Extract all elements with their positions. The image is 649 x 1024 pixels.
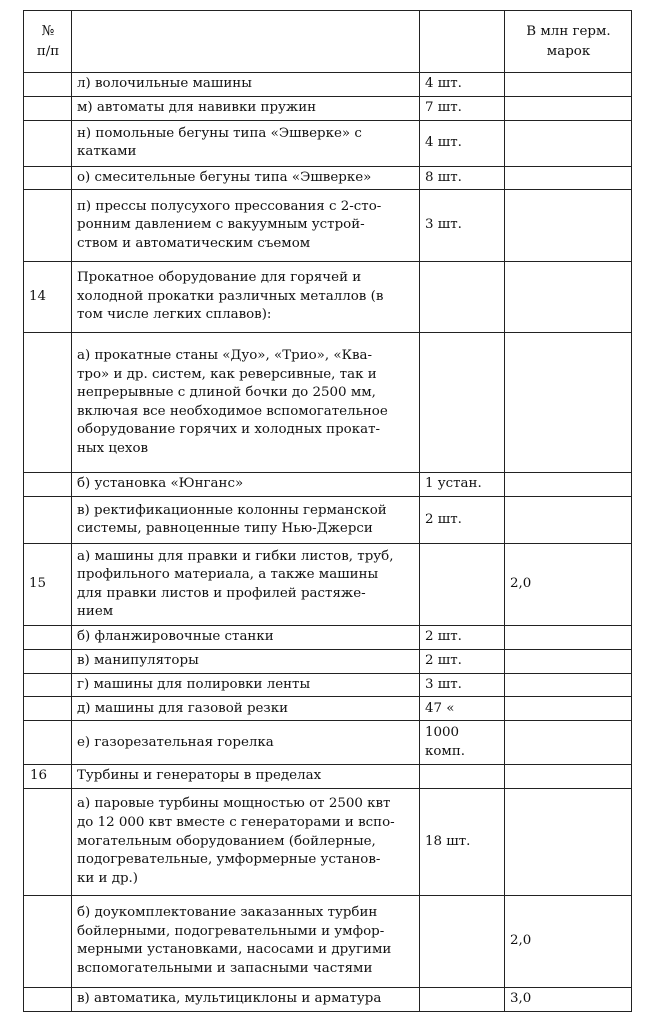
table-row [24, 895, 632, 987]
row-description-line: в) автоматика, мультициклоны и арматура [77, 990, 382, 1006]
table-row [24, 721, 632, 765]
row-number-cell [24, 96, 72, 120]
table-row [24, 788, 632, 895]
row-quantity-cell [420, 544, 505, 626]
row-description-cell [72, 673, 420, 697]
header-value-cell [505, 11, 632, 73]
row-quantity-cell [420, 626, 505, 650]
row-number-cell [24, 649, 72, 673]
row-number-cell [24, 697, 72, 721]
row-number-cell [24, 788, 72, 895]
header-row [24, 11, 632, 73]
row-description-cell [72, 262, 420, 333]
row-description-line: б) фланжировочные станки [77, 629, 274, 645]
table-row [24, 473, 632, 497]
row-number: 15 [29, 576, 47, 592]
row-quantity: 4 шт. [425, 76, 462, 91]
row-quantity-cell [420, 473, 505, 497]
row-description-cell [72, 626, 420, 650]
row-description-line: в) ректификационные колонны германской [77, 502, 387, 518]
row-value-cell [505, 544, 632, 626]
header-number-cell [24, 11, 72, 73]
row-quantity: 3 шт. [425, 217, 462, 233]
row-value-cell [505, 120, 632, 166]
row-number-cell [24, 721, 72, 765]
row-description-cell [72, 96, 420, 120]
row-number-cell [24, 120, 72, 166]
row-description-line: н) помольные бегуны типа «Эшверке» с [77, 125, 362, 141]
row-quantity-cell [420, 765, 505, 789]
table-row [24, 333, 632, 473]
table-row [24, 697, 632, 721]
row-description-cell [72, 473, 420, 497]
row-value-cell [505, 473, 632, 497]
row-quantity-cell [420, 96, 505, 120]
row-value-cell [505, 895, 632, 987]
row-value: 2,0 [510, 933, 532, 949]
header-number-line: № [41, 23, 55, 39]
row-description-cell [72, 697, 420, 721]
row-quantity: 2 шт. [425, 511, 462, 527]
row-number-cell [24, 673, 72, 697]
row-description-line: Турбины и генераторы в пределах [77, 768, 322, 784]
row-description-cell [72, 166, 420, 190]
row-description-line: непрерывные с длиной бочки до 2500 мм, [77, 385, 376, 401]
table-row [24, 649, 632, 673]
row-number-cell [24, 166, 72, 190]
row-description-line: б) установка «Юнганс» [77, 476, 244, 492]
row-description-line: профильного материала, а также машины [77, 567, 379, 583]
row-value-cell [505, 497, 632, 544]
row-value: 3,0 [510, 990, 532, 1006]
row-quantity: 7 шт. [425, 99, 462, 115]
row-quantity: 3 шт. [425, 676, 462, 692]
row-number-cell [24, 987, 72, 1011]
row-quantity-cell [420, 987, 505, 1011]
row-quantity: 1000 [425, 725, 460, 741]
row-description-line: системы, равноценные типу Нью-Джерси [77, 521, 373, 537]
row-description-line: в) манипуляторы [77, 652, 199, 668]
row-value-cell [505, 788, 632, 895]
row-description-line: ки и др.) [77, 870, 139, 886]
row-description-line: а) прокатные станы «Дуо», «Трио», «Ква- [77, 347, 372, 363]
row-description-cell [72, 544, 420, 626]
header-number-line: п/п [36, 43, 60, 59]
row-quantity: 8 шт. [425, 169, 462, 185]
row-description-cell [72, 987, 420, 1011]
row-value-cell [505, 73, 632, 97]
row-value-cell [505, 765, 632, 789]
row-quantity-cell [420, 788, 505, 895]
row-description-line: вспомогательными и запасными частями [77, 961, 373, 977]
row-description-cell [72, 120, 420, 166]
row-description-line: тро» и др. систем, как реверсивные, так и [77, 366, 377, 382]
row-number-cell [24, 497, 72, 544]
row-description-line: б) доукомплектование заказанных турбин [77, 905, 378, 921]
row-description-line: подогревательные, умформерные установ- [77, 852, 381, 868]
row-number: 16 [30, 768, 48, 784]
row-description-line: а) машины для правки и гибки листов, труб, [77, 548, 394, 564]
table-row [24, 544, 632, 626]
row-description-line: м) автоматы для навивки пружин [77, 99, 317, 115]
row-description-line: д) машины для газовой резки [77, 700, 289, 716]
row-description-line: а) паровые турбины мощностью от 2500 квт [77, 796, 391, 812]
row-description-line: п) прессы полусухого прессования с 2-сто- [77, 198, 382, 214]
row-value-cell [505, 190, 632, 262]
row-value-cell [505, 987, 632, 1011]
row-value-cell [505, 166, 632, 190]
row-value-cell [505, 673, 632, 697]
row-description-cell [72, 190, 420, 262]
table-row [24, 190, 632, 262]
row-description-cell [72, 333, 420, 473]
row-number-cell [24, 544, 72, 626]
row-description-cell [72, 73, 420, 97]
row-number-cell [24, 190, 72, 262]
row-description-line: для правки листов и профилей растяже- [77, 585, 366, 601]
row-value-cell [505, 96, 632, 120]
row-description-line: нием [77, 604, 114, 620]
row-description-line: до 12 000 квт вместе с генераторами и вспо- [77, 815, 395, 831]
row-description-line: ронним давлением с вакуумным устрой- [77, 217, 365, 233]
row-description-line: ством и автоматическим съемом [77, 235, 311, 251]
row-description-line: бойлерными, подогревательными и умфор- [77, 923, 385, 939]
row-description-line: г) машины для полировки ленты [77, 676, 311, 692]
row-quantity-cell [420, 333, 505, 473]
row-quantity: 1 устан. [425, 476, 482, 492]
table-row [24, 497, 632, 544]
table-row [24, 987, 632, 1011]
row-description-line: е) газорезательная горелка [77, 734, 274, 750]
row-number-cell [24, 895, 72, 987]
row-quantity-cell [420, 895, 505, 987]
row-quantity-cell [420, 649, 505, 673]
row-value-cell [505, 262, 632, 333]
row-description-cell [72, 788, 420, 895]
row-quantity: 47 « [425, 700, 455, 716]
row-value-cell [505, 626, 632, 650]
row-description-line: катками [77, 144, 137, 160]
row-description-cell [72, 721, 420, 765]
table-row [24, 166, 632, 190]
row-quantity: 4 шт. [425, 134, 462, 150]
row-number-cell [24, 473, 72, 497]
row-number: 14 [29, 288, 47, 304]
table-row [24, 73, 632, 97]
table-row [24, 673, 632, 697]
row-value-cell [505, 333, 632, 473]
row-description-cell [72, 765, 420, 789]
row-quantity-cell [420, 673, 505, 697]
row-quantity: 2 шт. [425, 652, 462, 668]
row-value-cell [505, 697, 632, 721]
row-quantity: комп. [425, 743, 466, 759]
row-value-cell [505, 649, 632, 673]
row-number-cell [24, 333, 72, 473]
row-description-line: ных цехов [77, 440, 149, 456]
header-value-line: марок [546, 43, 591, 59]
row-quantity-cell [420, 190, 505, 262]
row-number-cell [24, 626, 72, 650]
row-quantity-cell [420, 721, 505, 765]
table-row [24, 96, 632, 120]
row-description-cell [72, 649, 420, 673]
row-description-line: л) волочильные машины [77, 76, 252, 91]
header-description-cell [72, 11, 420, 73]
table-row [24, 765, 632, 789]
table-row [24, 262, 632, 333]
row-number-cell [24, 73, 72, 97]
row-quantity-cell [420, 166, 505, 190]
row-description-line: оборудование горячих и холодных прокат- [77, 422, 381, 438]
row-description-line: включая все необходимое вспомогательное [77, 403, 388, 419]
row-description-line: холодной прокатки различных металлов (в [77, 288, 384, 304]
row-description-cell [72, 497, 420, 544]
row-description-line: том числе легких сплавов): [77, 307, 272, 323]
row-description-line: могательным оборудованием (бойлерные, [77, 833, 376, 849]
row-number-cell [24, 262, 72, 333]
row-quantity: 18 шт. [425, 833, 471, 849]
row-value-cell [505, 721, 632, 765]
table-row [24, 120, 632, 166]
header-quantity-cell [420, 11, 505, 73]
row-quantity-cell [420, 73, 505, 97]
header-value-line: В млн герм. [526, 23, 611, 39]
row-quantity-cell [420, 497, 505, 544]
row-number-cell [24, 765, 72, 789]
row-description-line: мерными установками, насосами и другими [77, 942, 392, 958]
row-quantity-cell [420, 262, 505, 333]
row-quantity-cell [420, 120, 505, 166]
table-row [24, 626, 632, 650]
row-quantity-cell [420, 697, 505, 721]
row-description-line: Прокатное оборудование для горячей и [77, 270, 362, 286]
row-description-cell [72, 895, 420, 987]
row-value: 2,0 [510, 576, 532, 592]
equipment-table [23, 10, 632, 1012]
row-quantity: 2 шт. [425, 629, 462, 645]
row-description-line: о) смесительные бегуны типа «Эшверке» [77, 169, 372, 185]
